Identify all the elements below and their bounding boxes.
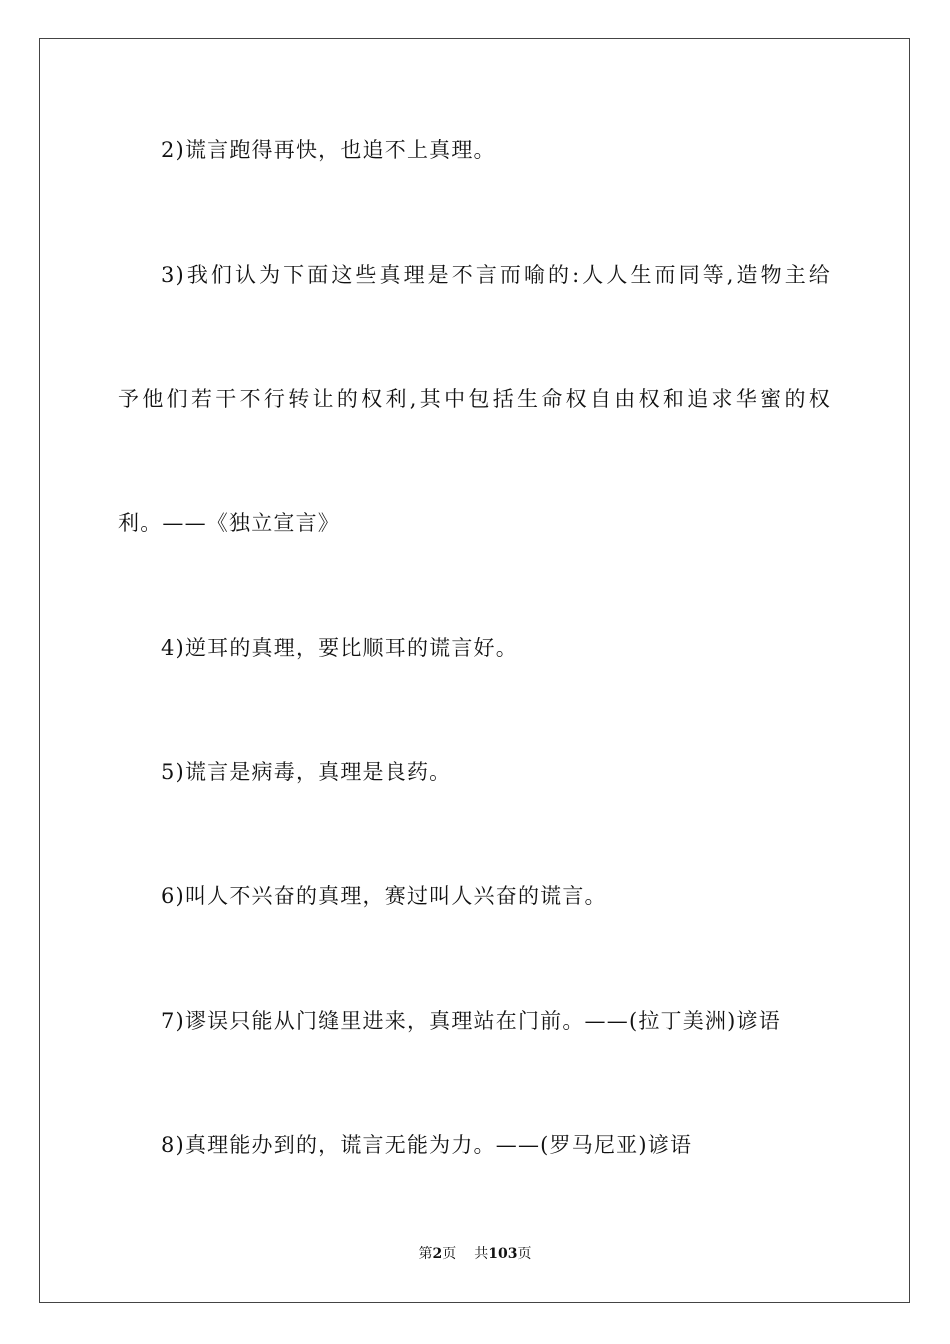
page-prefix: 第 [418, 1246, 433, 1262]
page-suffix: 页 [442, 1246, 457, 1262]
page-number: 2 [432, 1246, 443, 1262]
page-border [39, 38, 910, 1303]
total-suffix: 页 [517, 1246, 532, 1262]
quote-4: 4)逆耳的真理，要比顺耳的谎言好。 [161, 636, 518, 660]
page-footer [0, 1244, 950, 1264]
quote-8: 8)真理能办到的，谎言无能为力。——(罗马尼亚)谚语 [161, 1133, 693, 1157]
total-prefix: 共 [474, 1246, 489, 1262]
quote-3-line-1: 3)我们认为下面这些真理是不言而喻的:人人生而同等,造物主给 [161, 263, 831, 287]
quote-5: 5)谎言是病毒，真理是良药。 [161, 760, 452, 784]
quote-3-line-3: 利。——《独立宣言》 [118, 511, 340, 535]
quote-2: 2)谎言跑得再快，也追不上真理。 [161, 138, 496, 162]
quote-7: 7)谬误只能从门缝里进来，真理站在门前。——(拉丁美洲)谚语 [161, 1009, 781, 1033]
quote-3-line-2: 予他们若干不行转让的权利,其中包括生命权自由权和追求华蜜的权 [118, 387, 831, 411]
quote-6: 6)叫人不兴奋的真理，赛过叫人兴奋的谎言。 [161, 884, 607, 908]
total-pages: 103 [488, 1246, 518, 1262]
